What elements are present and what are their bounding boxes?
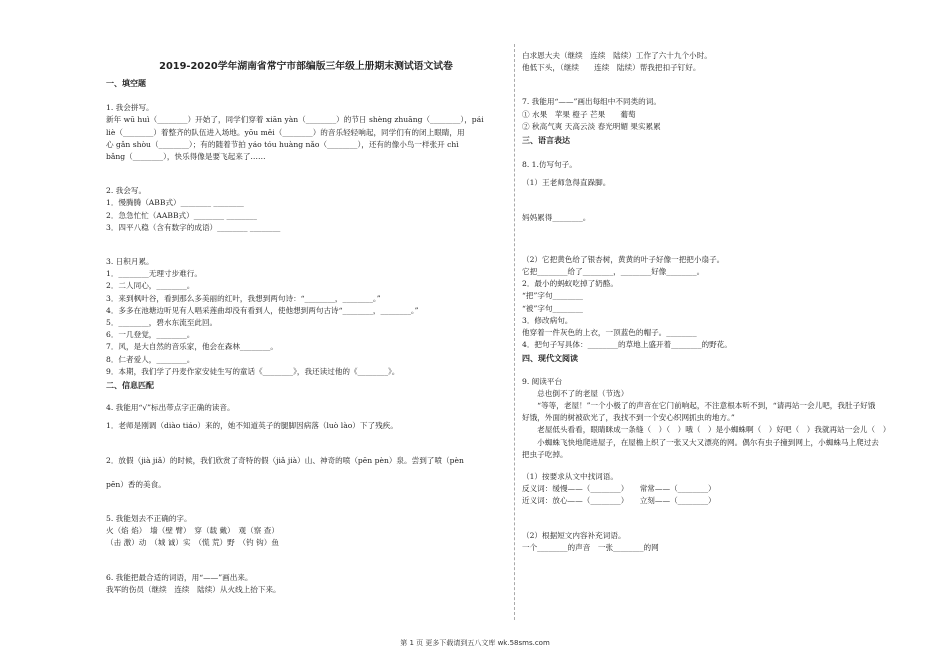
question-text: 5．________，碧水东流至此回。 [106, 318, 218, 328]
question-7 [522, 96, 922, 133]
question-text: 白求恩大夫（继续 连续 陆续）工作了六十九个小时。 [522, 51, 712, 60]
question-text: 2．二人同心，________。 [106, 281, 195, 291]
question-text: 近义词：放心——（________） 立刻——（________） [522, 496, 716, 506]
question-text: 1．老师是刚调（diào tiáo）来的，她不知道英子的腿脚因病落（luò lào）下了残疾。 [106, 421, 398, 431]
question-text: 新年 wū huì（________）开始了，同学们穿着 xiān yàn（________）的节日 shèng zhuāng（________），pái [106, 115, 484, 125]
section-heading: 四、现代文阅读 [522, 354, 578, 364]
left-column [106, 76, 506, 596]
question-text: 2．最小的蚂蚁吃掉了奶酪。 [522, 279, 618, 289]
question-text: 我军的伤员（继续 连续 陆续）从火线上抬下来。 [106, 584, 281, 594]
question-text: bǎng（________），快乐得像是要飞起来了…… [106, 152, 266, 162]
question-text: 妈妈累得________。 [522, 212, 591, 222]
question-text: （2）根据短文内容补充词语。 [522, 530, 626, 540]
question-text: 3．修改病句。 [522, 315, 573, 325]
section-heading: 二、信息匹配 [106, 381, 154, 391]
question-9 [522, 376, 922, 554]
question-text: 把虫子吃掉。 [522, 449, 568, 459]
question-text: 2．放假（jià jiǎ）的时候，我们欣赏了奇特的假（jiǎ jià）山、神奇的喷（pēn pèn）泉。尝到了喷（pèn [106, 455, 464, 465]
question-text: ① 水果 苹果 橙子 芒果 葡萄 [522, 109, 636, 119]
question-text: 9. 阅读平台 [522, 376, 563, 386]
question-text: 7. 我能用“——”画出每组中不同类的词。 [522, 97, 661, 107]
question-text: 8．仁者爱人，________。 [106, 354, 195, 364]
question-1 [106, 102, 506, 163]
question-text: （1）王老师急得直跺脚。 [522, 178, 611, 188]
question-text: 3．来到枫叶谷，看到那么多美丽的红叶，我想到两句诗：“________，________。” [106, 293, 381, 303]
question-5 [106, 513, 506, 550]
question-text: 8. 1.仿写句子。 [522, 160, 577, 170]
question-text: 2. 我会写。 [106, 186, 147, 196]
question-6-continued [522, 50, 922, 74]
question-text: （2）它把黄色给了银杏树，黄黄的叶子好像一把把小扇子。 [522, 254, 725, 264]
question-text: 7．风，是大自然的音乐家，他会在森林________。 [106, 342, 278, 352]
question-text: 火（焰 焰） 墙（壁 臂） 穿（载 戴） 观（察 查） [106, 526, 279, 536]
page-title: 2019-2020学年湖南省常宁市部编版三年级上册期末测试语文试卷 [159, 61, 453, 72]
question-text: liè（________）着整齐的队伍进入场地。yōu měi（________）的音乐轻轻响起，同学们有的闭上眼睛，用 [106, 127, 465, 137]
question-text: 他低下头，（继续 连续 陆续）帮我把扣子钉好。 [522, 63, 701, 73]
question-text: 4．多多在池塘边听见有人唱采莲曲却没有看到人，使他想到两句古诗“________，________。” [106, 305, 419, 315]
question-text: 4. 我能用“√”标出带点字正确的读音。 [106, 403, 235, 413]
question-text: 6. 我能把最合适的词语，用“——”画出来。 [106, 572, 253, 582]
question-text: “被”字句________ [522, 303, 583, 313]
question-4 [106, 402, 506, 491]
column-divider [514, 44, 515, 620]
question-text: 5. 我能划去不正确的字。 [106, 514, 192, 524]
question-text: pēn）香的美食。 [106, 479, 166, 489]
question-text: 1. 我会拼写。 [106, 103, 154, 113]
question-8 [522, 159, 922, 351]
question-text: 小蜘蛛飞快地爬进屋子，在屋檐上织了一张又大又漂亮的网。偶尔有虫子撞到网上，小蜘蛛马上爬过去 [522, 437, 879, 447]
question-text: 6．一几登觉，________。 [106, 330, 195, 340]
question-text: 3. 日积月累。 [106, 257, 154, 267]
question-3 [106, 256, 506, 378]
question-text: 老屋低头看看，眼睛眯成一条缝（ ）（ ）哦（ ）是小蜘蛛啊（ ）好吧（ ）我就再站一会儿（ ） [522, 425, 891, 435]
question-text: “等等，老屋！”一个小极了的声音在它门前响起，不注意根本听不到，“请再站一会儿吧，我肚子好饿 [522, 401, 876, 411]
question-text: 他穿着一件灰色的上衣，一顶蓝色的帽子。________ [522, 328, 697, 338]
question-text: ② 秋高气爽 天高云淡 春光明媚 果实累累 [522, 121, 661, 131]
section-heading: 三、语言表达 [522, 136, 570, 146]
question-text: 9．本期，我们学了丹麦作家安徒生写的童话《________》，我还读过他的《________》。 [106, 366, 400, 376]
question-text: 3．四平八稳（含有数字的成语）________ ________ [106, 222, 281, 232]
question-text: 一个________的声音 一张________的网 [522, 542, 659, 552]
question-text: 2．急急忙忙（AABB式）________ ________ [106, 210, 257, 220]
question-text: 1．________无理寸步难行。 [106, 269, 202, 279]
question-text: 1．慢腾腾（ABB式）________ ________ [106, 198, 244, 208]
question-text: 好饿，外面的树被砍光了，我找不到一个安心织网抓虫的地方。” [522, 413, 735, 423]
question-text: （击 激）动 （城 诚）实 （慌 荒）野 （钓 钩）鱼 [106, 538, 279, 548]
right-column [522, 50, 922, 554]
question-text: “把”字句________ [522, 291, 583, 301]
question-text: 4．把句子写具体：________的草地上盛开着________的野花。 [522, 340, 732, 350]
question-text: 它把________给了________，________好像________。 [522, 267, 705, 277]
question-text: （1）按要求从文中找词语。 [522, 472, 618, 482]
section-heading: 一、填空题 [106, 79, 146, 88]
question-2 [106, 185, 506, 234]
question-text: 心 gǎn shòu（________）；有的随着节拍 yáo tóu huàng nǎo（________），还有的像小鸟一样张开 chì [106, 139, 459, 149]
question-6 [106, 572, 506, 596]
question-text: 反义词：缓慢——（________） 常常——（________） [522, 484, 716, 494]
page-footer: 第 1 页 更多下载请到五八文库 wk.58sms.com [400, 639, 550, 647]
question-text: 总也倒不了的老屋（节选） [522, 388, 629, 398]
